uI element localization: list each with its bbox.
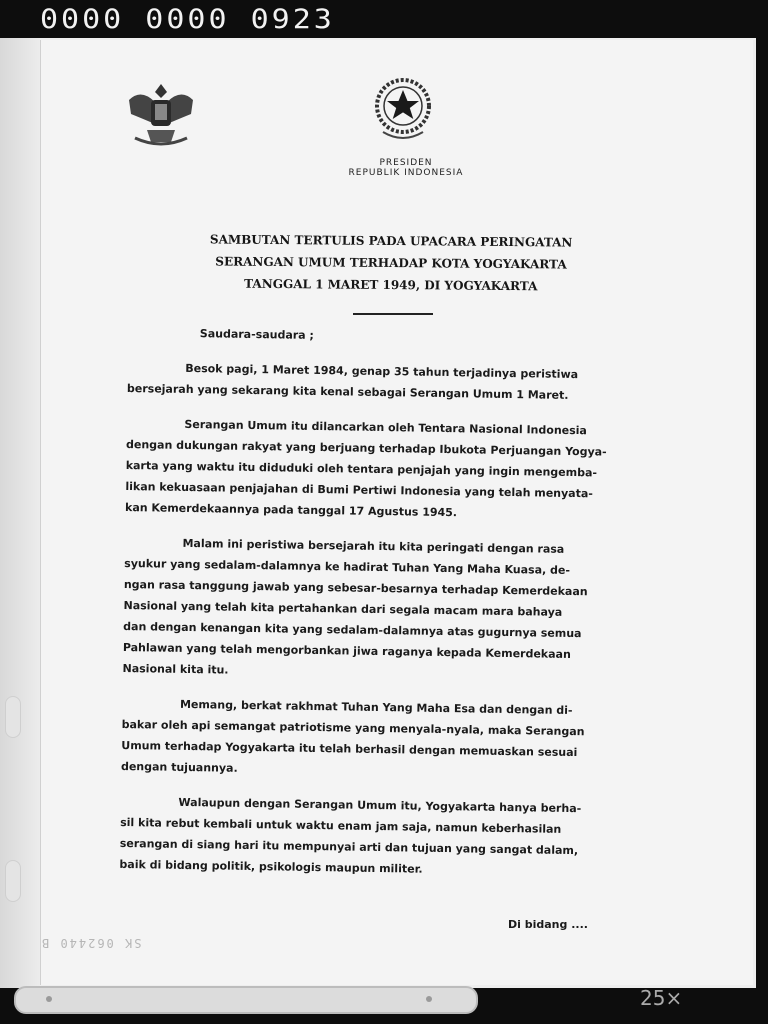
paragraph-line: ngan rasa tanggung jawab yang sebesar-besarnya terhadap Kemerdekaan: [123, 577, 588, 599]
paragraph-line: Walaupun dengan Serangan Umum itu, Yogyakarta hanya berha-: [178, 795, 582, 816]
title-divider: [353, 313, 433, 315]
presidential-seal-star-icon: [363, 74, 443, 146]
title-line-1: SAMBUTAN TERTULIS PADA UPACARA PERINGATAN: [209, 232, 573, 250]
title-line-3: TANGGAL 1 MARET 1949, DI YOGYAKARTA: [244, 276, 538, 294]
paragraph-line: bakar oleh api semangat patriotisme yang menyala-nyala, maka Serangan: [121, 717, 585, 739]
letterhead: [281, 158, 531, 178]
title-line-2: SERANGAN UMUM TERHADAP KOTA YOGYAKARTA: [215, 254, 567, 272]
paragraph: [125, 413, 617, 526]
paragraph-line: Nasional kita itu.: [122, 661, 229, 677]
paragraph-line: Serangan Umum itu dilancarkan oleh Tentara Nasional Indonesia: [184, 417, 588, 438]
previous-page-edge: [0, 38, 40, 988]
page-edge-curl: [5, 696, 21, 738]
paragraph-line: bersejarah yang sekarang kita kenal sebagai Serangan Umum 1 Maret.: [126, 381, 569, 402]
salutation: Saudara-saudara ;: [199, 327, 314, 342]
document-body: [119, 322, 618, 897]
stamped-serial-number: SK 062440 B: [40, 936, 142, 950]
paragraph-line: Pahlawan yang telah mengorbankan jiwa raganya kepada Kemerdekaan: [122, 640, 571, 661]
strip-hole: [46, 996, 52, 1002]
paragraph-line: kan Kemerdekaannya pada tanggal 17 Agustus 1945.: [124, 500, 458, 520]
letterhead-office: PRESIDEN: [379, 158, 433, 168]
paragraph: [119, 791, 610, 883]
paragraph-line: serangan di siang hari itu mempunyai arti dan tujuan yang sangat dalam,: [119, 836, 579, 858]
continuation-note: Di bidang ....: [508, 918, 588, 931]
paragraph-line: dengan tujuannya.: [120, 759, 238, 775]
paragraph-line: Memang, berkat rakhmat Tuhan Yang Maha Esa dan dengan di-: [179, 697, 573, 718]
paragraph-line: baik di bidang politik, psikologis maupun militer.: [119, 857, 423, 876]
page-edge-curl: [5, 860, 21, 902]
paragraph-line: likan kekuasaan penjajahan di Bumi Pertiwi Indonesia yang telah menyata-: [125, 479, 593, 501]
paragraph: [122, 532, 614, 687]
paragraph-line: Nasional yang telah kita pertahankan dari segala macam mara bahaya: [123, 598, 563, 619]
paragraph-line: Umum terhadap Yogyakarta itu telah berhasil dengan memuaskan sesuai: [121, 738, 578, 760]
paragraph: [127, 357, 618, 407]
document-title: [191, 228, 592, 297]
paragraph-line: syukur yang sedalam-dalamnya ke hadirat Tuhan Yang Maha Kuasa, de-: [124, 556, 571, 577]
paragraph-list: [119, 357, 617, 883]
paragraph-line: Malam ini peristiwa bersejarah itu kita peringati dengan rasa: [182, 536, 565, 556]
paragraph-line: sil kita rebut kembali untuk waktu enam jam saja, namun keberhasilan: [120, 815, 562, 836]
paragraph-line: Besok pagi, 1 Maret 1984, genap 35 tahun terjadinya peristiwa: [185, 361, 579, 382]
paragraph: [121, 693, 612, 785]
paragraph-line: dan dengan kenangan kita yang sedalam-dalamnya atas gugurnya semua: [123, 619, 582, 641]
magnification-mark: 25×: [640, 986, 683, 1010]
microfilm-frame-code: 0000 0000 0923: [40, 3, 335, 36]
paragraph-line: dengan dukungan rakyat yang berjuang terhadap Ibukota Perjuangan Yogya-: [125, 437, 607, 459]
paragraph-line: karta yang waktu itu diduduki oleh tentara penjajah yang ingin mengemba-: [125, 458, 598, 480]
strip-hole: [426, 996, 432, 1002]
film-scan-strip: [14, 986, 478, 1014]
letterhead-country: REPUBLIK INDONESIA: [348, 168, 464, 178]
garuda-emblem-icon: [121, 78, 201, 150]
